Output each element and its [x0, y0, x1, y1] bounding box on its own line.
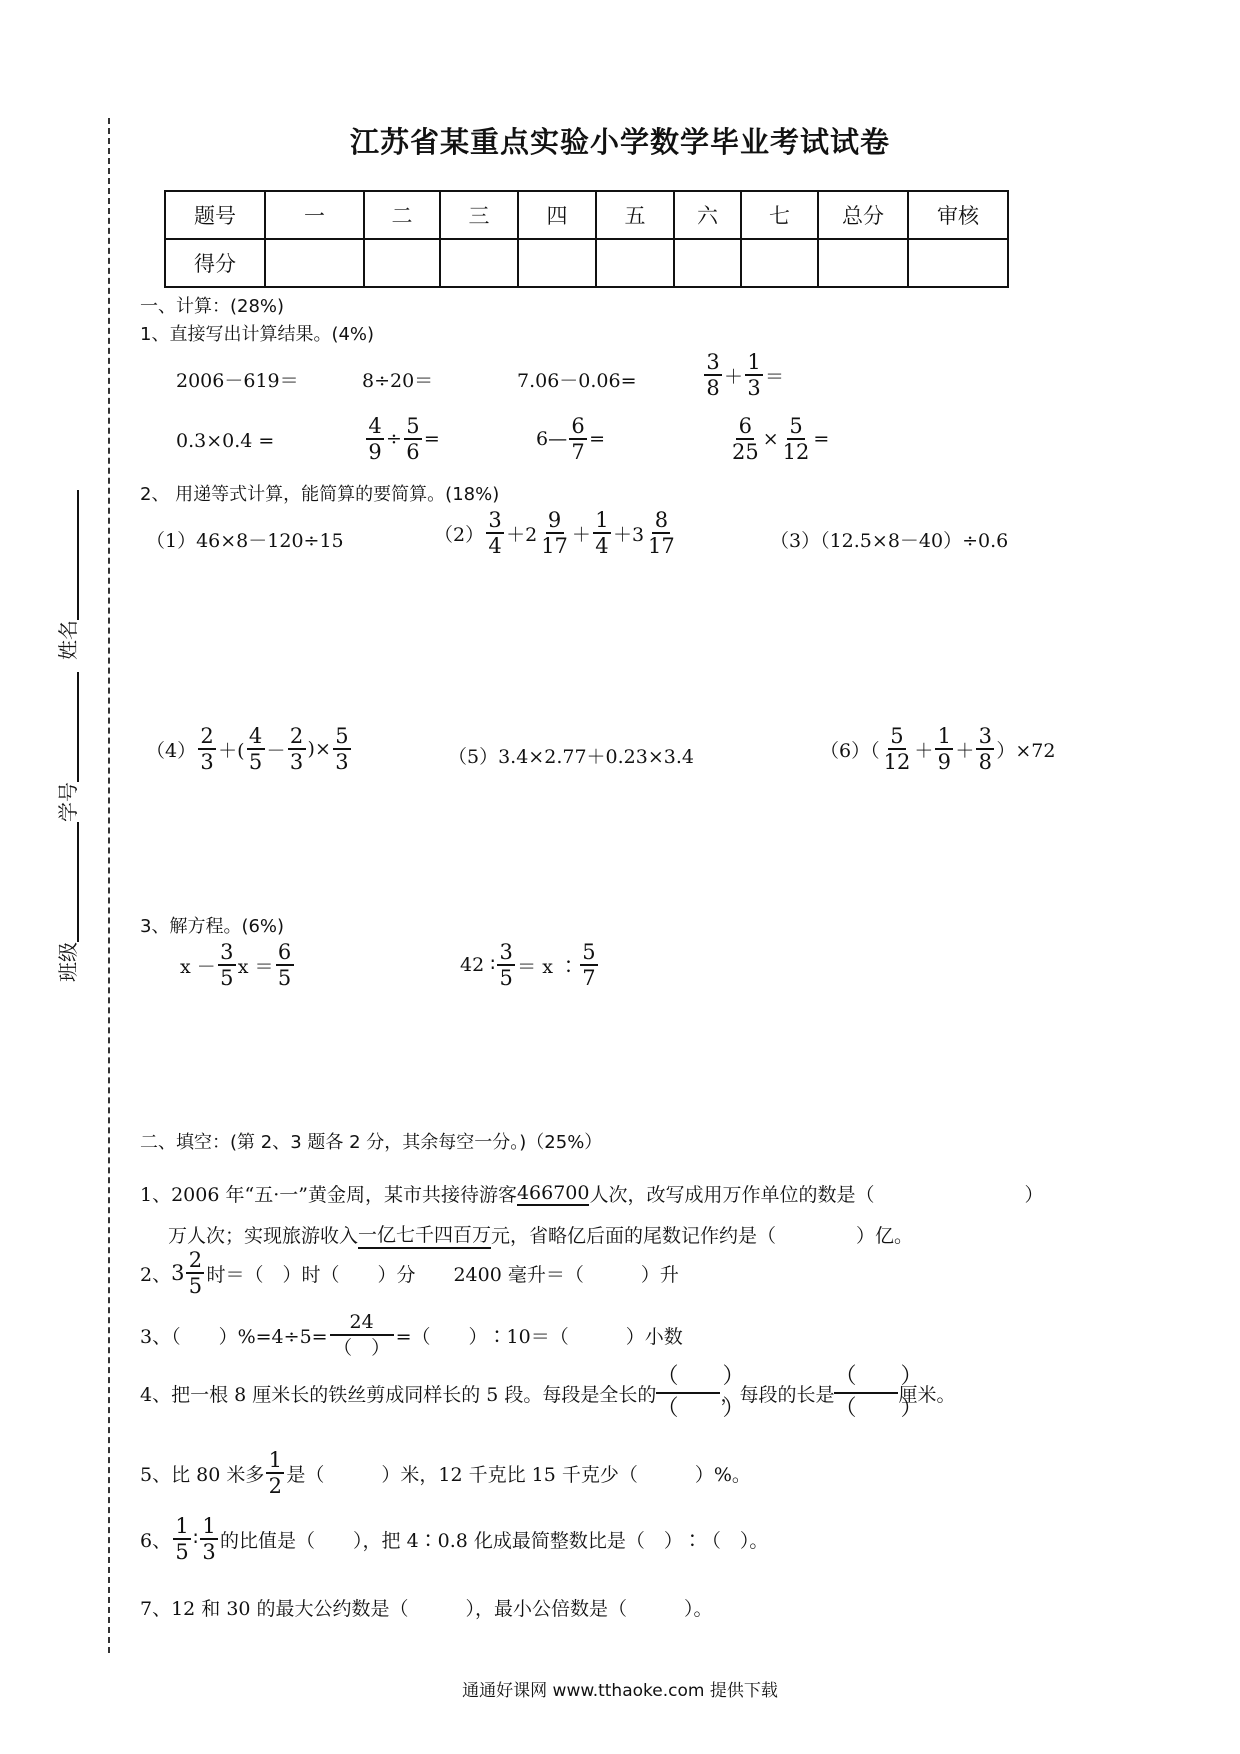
score-header-cell: 七	[741, 191, 818, 239]
fraction: $\frac{24}{( )}$	[330, 1310, 394, 1360]
q1-expr-8: $\frac{6}{25}$ × $\frac{5}{12}$ =	[732, 414, 830, 464]
score-header-cell: 四	[518, 191, 596, 239]
fraction: $\frac{9}{17}$	[541, 508, 568, 558]
binding-dashed-line	[108, 118, 110, 1653]
side-class-label: 班级	[56, 942, 80, 982]
score-header-cell: 五	[596, 191, 674, 239]
fraction: $\frac{3}{5}$	[218, 940, 236, 990]
fill-q7: 7、12 和 30 的最大公约数是（ ），最小公倍数是（ ）。	[140, 1598, 713, 1620]
fraction: $\frac{1}{9}$	[935, 724, 953, 774]
fraction: $\frac{5}{12}$	[782, 414, 810, 464]
fraction: $\frac{1}{4}$	[593, 508, 611, 558]
q2-label: 2、 用递等式计算，能简算的要简算。(18%)	[140, 484, 500, 505]
fraction: $\frac{5}{12}$	[883, 724, 911, 774]
blank-fraction[interactable]: $\frac{( )}{( )}$	[834, 1364, 923, 1421]
side-studentno-blank	[55, 672, 79, 782]
fraction: $\frac{1}{3}$	[200, 1514, 218, 1564]
q1-expr-5: 0.3×0.4 =	[176, 430, 275, 452]
score-input-cell[interactable]	[596, 239, 674, 287]
fraction: $\frac{5}{3}$	[333, 724, 351, 774]
q3-label: 3、解方程。(6%)	[140, 916, 285, 937]
footer-source: 通通好课网 www.tthaoke.com 提供下载	[462, 1681, 778, 1701]
fraction: $\frac{1}{2}$	[266, 1448, 284, 1498]
fraction: $\frac{5}{6}$	[404, 414, 422, 464]
fraction: $\frac{2}{5}$	[186, 1248, 204, 1298]
score-input-cell[interactable]	[364, 239, 440, 287]
score-header-cell: 审核	[908, 191, 1008, 239]
q2-problem-2: （2） $\frac{3}{4}$ ＋2 $\frac{9}{17}$ ＋ $\frac{1}{4}$ ＋3 $\frac{8}{17}$	[434, 508, 675, 558]
fill-q4: 4、把一根 8 厘米长的铁丝剪成同样长的 5 段。每段是全长的 $\frac{( )}{( )}$ ，每段的长是 $\frac{( )}{( )}$ 厘米。	[140, 1362, 955, 1424]
score-input-cell[interactable]	[518, 239, 596, 287]
q2-problem-6: （6）（ $\frac{5}{12}$ ＋ $\frac{1}{9}$ ＋ $\frac{3}{8}$ ）×72	[820, 724, 1056, 774]
fraction: $\frac{6}{25}$	[732, 414, 759, 464]
fill-q6: 6、 $\frac{1}{5}$ ∶ $\frac{1}{3}$ 的比值是（ ），把 4∶0.8 化成最简整数比是（ ）∶（ ）。	[140, 1514, 769, 1564]
fraction: $\frac{5}{7}$	[580, 940, 598, 990]
q2-problem-5: （5）3.4×2.77＋0.23×3.4	[448, 746, 694, 768]
score-table-header-row	[165, 191, 1008, 239]
score-row-label: 得分	[165, 239, 265, 287]
q1-expr-4: $\frac{3}{8}$ ＋ $\frac{1}{3}$ ＝	[702, 350, 784, 400]
fraction: $\frac{4}{9}$	[366, 414, 384, 464]
score-header-cell: 二	[364, 191, 440, 239]
q2-problem-3: （3）（12.5×8－40）÷0.6	[770, 530, 1009, 552]
fraction: $\frac{3}{4}$	[486, 508, 504, 558]
side-class-blank	[55, 822, 79, 942]
fraction: $\frac{6}{7}$	[569, 414, 587, 464]
score-table-score-row	[165, 239, 1008, 287]
q1-label: 1、直接写出计算结果。(4%)	[140, 324, 375, 345]
exam-title: 江苏省某重点实验小学数学毕业考试试卷	[349, 125, 890, 159]
mixed-number: 3 $\frac{2}{5}$	[171, 1248, 206, 1298]
side-name-label: 姓名	[56, 620, 80, 660]
score-input-cell[interactable]	[818, 239, 908, 287]
score-table	[164, 190, 1009, 288]
fill-q1-line2: 万人次；实现旅游收入 一亿七千四百万 元，省略亿后面的尾数记作约是（ ）亿。	[168, 1220, 913, 1249]
score-input-cell[interactable]	[265, 239, 364, 287]
q3-equation-1: x － $\frac{3}{5}$ x ＝ $\frac{6}{5}$	[180, 940, 296, 990]
fraction: $\frac{2}{3}$	[288, 724, 306, 774]
fraction: $\frac{2}{3}$	[198, 724, 216, 774]
fraction: $\frac{3}{8}$	[976, 724, 994, 774]
fraction: $\frac{6}{5}$	[276, 940, 294, 990]
q3-equation-2: 42 ∶ $\frac{3}{5}$ ＝ x ∶ $\frac{5}{7}$	[460, 940, 600, 990]
side-studentno-label: 学号	[56, 782, 80, 822]
q2-problem-4: （4） $\frac{2}{3}$ ＋( $\frac{4}{5}$ － $\frac{2}{3}$ )× $\frac{5}{3}$	[146, 724, 353, 774]
q2-problem-1: （1）46×8－120÷15	[146, 530, 344, 552]
score-header-cell: 一	[265, 191, 364, 239]
q1-expr-2: 8÷20＝	[362, 370, 434, 392]
score-header-cell: 题号	[165, 191, 265, 239]
section2-heading: 二、填空：(第 2、3 题各 2 分，其余每空一分。)（25%）	[140, 1132, 603, 1153]
score-header-cell: 六	[674, 191, 741, 239]
visitor-count: 466700	[516, 1181, 590, 1204]
score-header-cell: 三	[440, 191, 518, 239]
score-input-cell[interactable]	[741, 239, 818, 287]
section1-heading: 一、计算：(28%)	[140, 296, 285, 317]
fill-q3: 3、（ ）%=4÷5= $\frac{24}{( )}$ =（ ）∶10＝（ ）小数	[140, 1311, 683, 1359]
side-name-blank	[55, 490, 79, 620]
score-input-cell[interactable]	[440, 239, 518, 287]
score-input-cell[interactable]	[674, 239, 741, 287]
score-input-cell[interactable]	[908, 239, 1008, 287]
blank-fraction[interactable]: $\frac{( )}{( )}$	[656, 1364, 745, 1421]
fraction: $\frac{1}{3}$	[745, 350, 763, 400]
side-name-field	[52, 490, 81, 660]
q1-expr-7: 6— $\frac{6}{7}$ =	[536, 414, 606, 464]
side-class-field	[52, 822, 81, 982]
fraction: $\frac{4}{5}$	[247, 724, 265, 774]
income-amount: 一亿七千四百万	[358, 1220, 491, 1249]
q1-expr-6: $\frac{4}{9}$ ÷ $\frac{5}{6}$ =	[364, 414, 440, 464]
fill-q5: 5、比 80 米多 $\frac{1}{2}$ 是（ ）米，12 千克比 15 千克少（ ）%。	[140, 1448, 751, 1498]
score-header-cell: 总分	[818, 191, 908, 239]
fill-q2: 2、 3 $\frac{2}{5}$ 时＝（ ）时（ ）分 2400 毫升＝（ ）升	[140, 1248, 679, 1298]
fraction: $\frac{3}{5}$	[497, 940, 515, 990]
q1-expr-3: 7.06－0.06=	[517, 370, 637, 392]
fraction: $\frac{1}{5}$	[173, 1514, 191, 1564]
fill-q1-line1: 1、2006 年“五·一”黄金周，某市共接待游客 466700 人次，改写成用万作单位的数是（ ）	[140, 1181, 1044, 1206]
side-studentno-field	[52, 672, 81, 822]
fraction: $\frac{8}{17}$	[648, 508, 675, 558]
fraction: $\frac{3}{8}$	[704, 350, 722, 400]
q1-expr-1: 2006－619＝	[176, 370, 299, 392]
